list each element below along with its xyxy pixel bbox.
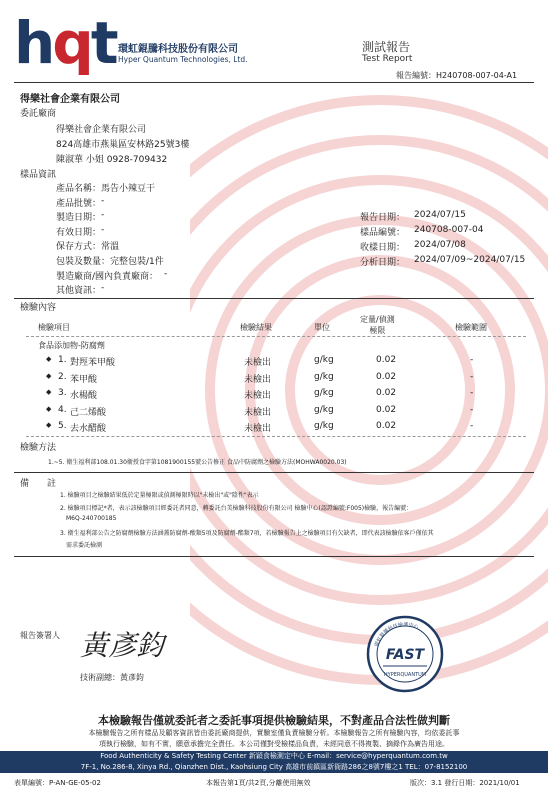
test-item-loq: 0.02 <box>376 355 397 365</box>
svg-text:環虹錕騰科技檢測中心: 環虹錕騰科技檢測中心 <box>373 621 420 648</box>
sample-info-label: 樣品編號： <box>360 228 406 238</box>
table-bottom-divider <box>26 436 526 437</box>
note-line: 1. 檢驗項目之檢驗結果低於定量極限或偵測極限時以"未檢出"或"陰性"表示 <box>60 492 259 499</box>
test-item-loq: 0.02 <box>376 388 397 398</box>
svg-text:HYPERQUANTUM: HYPERQUANTUM <box>383 672 427 678</box>
report-title-en: Test Report <box>362 54 413 64</box>
test-item-range: - <box>470 388 474 398</box>
sample-info-value: 2024/07/08 <box>414 240 466 250</box>
test-item-range: - <box>470 371 474 382</box>
header-divider <box>14 82 534 83</box>
col-header-range: 檢驗範圍 <box>455 323 487 332</box>
client-title: 得樂社會企業有限公司 <box>20 94 120 105</box>
col-header-unit: 單位 <box>314 323 330 332</box>
client-address: 824高雄市燕巢區安林路25號3樓 <box>56 140 190 150</box>
test-item-name: 己二烯酸 <box>70 407 107 418</box>
test-item-unit: g/kg <box>314 404 334 415</box>
note-line: M6Q-240700185 <box>66 515 117 522</box>
notes-label: 備 註 <box>20 479 57 489</box>
test-item-unit: g/kg <box>314 421 334 431</box>
test-item-name: 去水醋酸 <box>70 424 107 434</box>
disclaimer-line-2: 項執行檢驗，如有不實，願意承擔完全責任。本公司僅對受檢樣品負責，未經同意不得複製、摘錄作為廣告用途。 <box>99 740 449 748</box>
sample-info-value: 240708-007-04 <box>414 225 484 235</box>
sample-field-label: 製造日期： <box>56 213 102 224</box>
sample-info-label: 收樣日期： <box>360 243 406 253</box>
svg-text:FAST: FAST <box>385 647 425 663</box>
sample-field-label: 產品批號： <box>56 198 102 209</box>
test-item-loq: 0.02 <box>376 371 397 382</box>
test-item-no: 2. <box>58 371 67 382</box>
company-name-zh: 環虹錕騰科技股份有限公司 <box>118 44 238 55</box>
sample-field-label: 包裝及數量： <box>56 257 111 267</box>
handwritten-signature: 黃彥鈞 <box>80 629 165 662</box>
sample-field-label: 其他資訊： <box>56 286 102 297</box>
client-contact: 陳淑華 小姐 0928-709432 <box>56 155 168 165</box>
test-item-unit: g/kg <box>314 371 334 382</box>
sample-info-label: 分析日期： <box>360 258 406 268</box>
method-text: 1.~5. 衛生福利部108.01.30衛授食字第1081900155號公告修正 食品中防腐劑之檢驗方法(MOHWA0020.03) <box>48 459 347 466</box>
row-bullet: ◆ <box>46 421 52 429</box>
test-item-result: 未檢出 <box>244 391 272 401</box>
note-line: 2. 檢驗項目標記*者，表示該檢驗項目經委託者同意，轉委託台美檢驗科技股份有限公司 檢驗中心(認證編號:F005)檢驗，報告編號： <box>60 505 413 512</box>
sample-field-value: - <box>164 268 168 279</box>
test-item-result: 未檢出 <box>244 358 272 368</box>
row-bullet: ◆ <box>46 388 52 396</box>
test-item-range: - <box>470 421 474 431</box>
test-item-range: - <box>470 404 474 415</box>
test-item-no: 3. <box>58 388 67 398</box>
test-item-name: 水楊酸 <box>70 391 98 401</box>
test-item-loq: 0.02 <box>376 404 397 415</box>
note-line: 需求委託檢測 <box>66 542 103 549</box>
fast-certification-seal <box>365 614 445 694</box>
test-item-name: 苯甲酸 <box>70 374 98 385</box>
report-title-zh: 測試報告 <box>362 40 411 54</box>
sample-field-value: - <box>101 210 105 221</box>
hqt-logo: hqt <box>14 9 116 77</box>
sample-field-label: 製造廠商/國內負責廠商： <box>56 271 159 282</box>
disclaimer-title: 本檢驗報告僅就委託者之委託事項提供檢驗結果，不對產品合法性做判斷 <box>98 714 450 727</box>
signatory-title: 技術副總：黃彥鈞 <box>80 673 144 682</box>
form-number: 表單編號：P-AN-GE-05-02 <box>14 779 101 787</box>
sample-divider <box>14 298 534 299</box>
test-item-unit: g/kg <box>314 355 334 365</box>
sample-field-label: 有效日期： <box>56 227 102 238</box>
row-bullet: ◆ <box>46 355 52 363</box>
test-item-result: 未檢出 <box>244 424 272 434</box>
sample-field-value: - <box>101 195 105 206</box>
page-indicator: 本報告第1頁/共2頁,分離使用無效 <box>206 779 311 787</box>
note-line: 3. 衛生福利部公告之防腐劑檢驗方法涵蓋防腐劑-酸類5項及防腐劑-酯類7項，若檢驗報告上之檢驗項目有欠缺者，即代表該檢驗依客戶僅依其 <box>60 530 434 537</box>
sample-field-value: 完整包裝/1件 <box>110 257 164 267</box>
table-header-divider <box>26 336 526 337</box>
sample-info-label: 報告日期： <box>360 213 406 223</box>
sample-field-value: - <box>101 283 105 294</box>
sample-field-value: 常溫 <box>101 242 120 253</box>
row-bullet: ◆ <box>46 371 52 380</box>
report-number: 報告編號：H240708-007-04-A1 <box>396 71 518 80</box>
test-section-label: 檢驗內容 <box>20 303 57 313</box>
company-name-en: Hyper Quantum Technologies, Ltd. <box>118 55 248 64</box>
method-divider <box>14 472 534 473</box>
test-item-no: 5. <box>58 421 67 431</box>
test-item-loq: 0.02 <box>376 421 397 431</box>
col-header-result: 檢驗結果 <box>240 323 272 332</box>
client-section-label: 委託廠商 <box>20 109 57 119</box>
test-item-no: 1. <box>58 355 67 365</box>
sample-info-value: 2024/07/09~2024/07/15 <box>414 255 526 265</box>
footer-band-lab: Food Authenticity & Safety Testing Center 新穎食檢測定中心 E-mail：service@hyperquantum.com.tw <box>0 751 548 762</box>
test-item-name: 對羥苯甲酸 <box>70 358 116 368</box>
col-header-item: 檢驗項目 <box>38 323 70 332</box>
signatory-label: 報告簽署人 <box>20 631 60 640</box>
col-header-loq: 定量/偵測 極限 <box>360 315 395 335</box>
disclaimer-line-1: 本檢驗報告之所有樣品及顧客資訊皆由委託廠商提供，實驗室僅負責檢驗分析。本檢驗報告之所有檢驗內容，均依委託事 <box>88 729 460 737</box>
row-bullet: ◆ <box>46 404 52 413</box>
sample-field-value: - <box>101 224 105 235</box>
client-name: 得樂社會企業有限公司 <box>56 125 147 135</box>
sample-field-label: 產品名稱： <box>56 184 102 194</box>
test-item-unit: g/kg <box>314 388 334 398</box>
sample-field-label: 保存方式： <box>56 242 102 253</box>
method-section-label: 檢驗方法 <box>20 443 57 453</box>
test-item-result: 未檢出 <box>244 374 272 385</box>
test-item-result: 未檢出 <box>244 407 272 418</box>
test-item-no: 4. <box>58 404 67 415</box>
sample-info-value: 2024/07/15 <box>414 210 466 220</box>
version-info: 版次：3.1 發行日期：2021/10/01 <box>410 779 520 787</box>
sample-field-value: 馬告小辣豆干 <box>101 184 156 194</box>
sample-section-label: 樣品資訊 <box>20 170 57 180</box>
footer-band-address: 7F-1, No.286-8, Xinya Rd., Qianzhen Dist., Kaohsiung City 高雄市前鎮區新衙路286之8號7樓之1 TEL：07-8152100 <box>0 762 548 773</box>
notes-divider <box>14 556 534 557</box>
test-group-label: 食品添加物-防腐劑 <box>38 341 105 350</box>
test-item-range: - <box>470 355 474 365</box>
